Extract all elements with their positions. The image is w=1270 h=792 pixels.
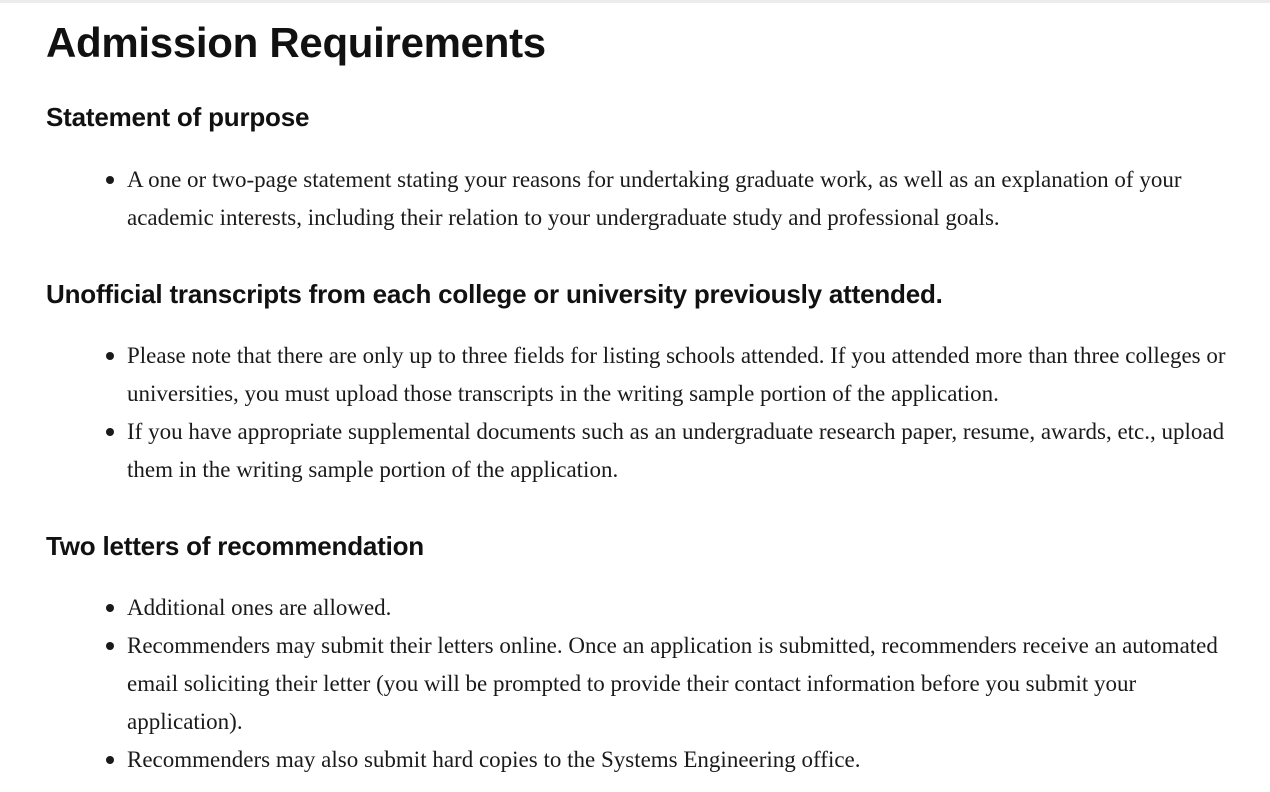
requirement-list [46, 589, 1226, 779]
bullet-icon [106, 642, 114, 650]
list-item [46, 627, 1226, 741]
list-item-text: Recommenders may submit their letters online. Once an application is submitted, recommenders receive an automated email soliciting their letter (you will be prompted to provide their contact information before you submit your application). [127, 633, 1218, 734]
bullet-icon [106, 428, 114, 436]
section-heading: Unofficial transcripts from each college or university previously attended. [46, 279, 943, 309]
bullet-icon [106, 756, 114, 764]
list-item-text: A one or two-page statement stating your reasons for undertaking graduate work, as well as an explanation of your academic interests, including their relation to your undergraduate study and professional goals. [127, 167, 1182, 230]
section-statement-of-purpose [46, 100, 1226, 237]
section-letters-of-recommendation [46, 529, 1226, 779]
section-unofficial-transcripts [46, 277, 1226, 489]
page-title: Admission Requirements [46, 19, 546, 66]
top-divider [0, 0, 1270, 3]
bullet-icon [106, 604, 114, 612]
list-item [46, 337, 1226, 413]
list-item-text: Please note that there are only up to three fields for listing schools attended. If you attended more than three colleges or universities, you must upload those transcripts in the writing sample portion of the application. [127, 343, 1226, 406]
requirement-list [46, 337, 1226, 489]
list-item [46, 413, 1226, 489]
requirement-list [46, 161, 1226, 237]
list-item-text: Recommenders may also submit hard copies to the Systems Engineering office. [127, 747, 861, 772]
list-item [46, 161, 1226, 237]
section-heading: Two letters of recommendation [46, 531, 424, 561]
bullet-icon [106, 176, 114, 184]
bullet-icon [106, 352, 114, 360]
list-item-text: If you have appropriate supplemental documents such as an undergraduate research paper, resume, awards, etc., upload them in the writing sample portion of the application. [127, 419, 1225, 482]
list-item-text: Additional ones are allowed. [127, 595, 392, 620]
section-heading: Statement of purpose [46, 102, 310, 132]
list-item [46, 589, 1226, 627]
list-item [46, 741, 1226, 779]
